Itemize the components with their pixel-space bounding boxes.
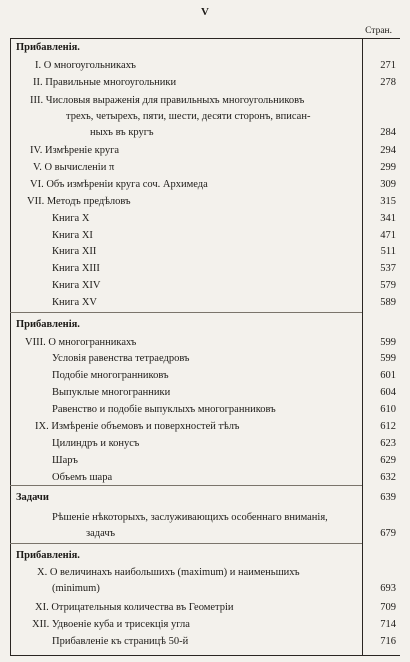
entry-page-number: 537 xyxy=(380,263,396,274)
entry-title: Цилиндръ и конусъ xyxy=(52,438,140,449)
entry-page-number: 299 xyxy=(380,162,396,173)
toc-entry xyxy=(0,179,400,194)
entry-title: Задачи xyxy=(16,492,49,503)
toc-entry xyxy=(0,60,400,75)
toc-entry xyxy=(0,213,400,228)
entry-title: IV. Измѣреніе круга xyxy=(30,145,120,156)
entry-page-number: 315 xyxy=(380,196,396,207)
toc-entry xyxy=(0,95,400,110)
entry-title: Условія равенства тетраедровъ xyxy=(52,353,190,364)
toc-entry xyxy=(0,246,400,261)
entry-page-number: 599 xyxy=(380,337,396,348)
entry-title: I. О многоугольникахъ xyxy=(35,60,136,71)
entry-page-number: 284 xyxy=(380,127,396,138)
entry-page-number: 639 xyxy=(380,492,396,503)
entry-title: Рѣшеніе нѣкоторыхъ, заслуживающихъ особеннаго вниманія, xyxy=(52,512,328,523)
entry-page-number: 629 xyxy=(380,455,396,466)
entry-page-number: 709 xyxy=(380,602,396,613)
entry-title: Книга XIII xyxy=(52,263,100,274)
entry-title: Прибавленія. xyxy=(16,319,80,330)
entry-title: XII. Удвоеніе куба и трисекція угла xyxy=(32,619,190,630)
entry-page-number: 579 xyxy=(380,280,396,291)
entry-title: ныхъ въ кругъ xyxy=(90,127,154,138)
toc-entry xyxy=(0,297,400,312)
entry-page-number: 599 xyxy=(380,353,396,364)
section-separator xyxy=(10,543,362,544)
toc-entry xyxy=(0,387,400,402)
toc-entry xyxy=(0,438,400,453)
entry-page-number: 604 xyxy=(380,387,396,398)
entry-page-number: 294 xyxy=(380,145,396,156)
entry-title: Прибавленія. xyxy=(16,42,80,53)
toc-entry xyxy=(0,230,400,245)
entry-page-number: 612 xyxy=(380,421,396,432)
entry-title: VII. Методъ предѣловъ xyxy=(27,196,131,207)
entry-page-number: 714 xyxy=(380,619,396,630)
entry-page-number: 610 xyxy=(380,404,396,415)
entry-page-number: 278 xyxy=(380,77,396,88)
entry-title: II. Правильные многоугольники xyxy=(33,77,177,88)
entry-page-number: 309 xyxy=(380,179,396,190)
entry-page-number: 601 xyxy=(380,370,396,381)
toc-entry xyxy=(0,77,400,92)
entry-page-number: 623 xyxy=(380,438,396,449)
entry-title: Подобіе многогранниковъ xyxy=(52,370,169,381)
entry-title: (minimum) xyxy=(52,583,100,594)
entry-title: VIII. О многогранникахъ xyxy=(25,337,137,348)
toc-entry xyxy=(0,111,400,126)
entry-title: VI. Объ измѣреніи круга соч. Архимеда xyxy=(30,179,208,190)
entry-page-number: 511 xyxy=(380,246,396,257)
toc-entry xyxy=(0,583,400,598)
entry-title: X. О величинахъ наибольшихъ (maximum) и наименьшихъ xyxy=(37,567,300,578)
toc-entry xyxy=(0,455,400,470)
toc-entry xyxy=(0,337,400,352)
entry-page-number: 693 xyxy=(380,583,396,594)
toc-entry xyxy=(0,512,400,527)
entry-title: IX. Измѣреніе объемовъ и поверхностей тѣлъ xyxy=(35,421,240,432)
toc-entry xyxy=(0,404,400,419)
section-heading xyxy=(0,550,400,565)
entry-title: Прибавленія. xyxy=(16,550,80,561)
entry-title: задачъ xyxy=(86,528,116,539)
entry-title: Книга XIV xyxy=(52,280,101,291)
toc-entry xyxy=(0,145,400,160)
pages-column-label: Стран. xyxy=(365,26,392,36)
toc-entry xyxy=(0,162,400,177)
entry-page-number: 471 xyxy=(380,230,396,241)
entry-page-number: 589 xyxy=(380,297,396,308)
toc-entry xyxy=(0,370,400,385)
entry-title: Объемъ шара xyxy=(52,472,113,483)
section-heading xyxy=(0,42,400,57)
entry-title: Книга XII xyxy=(52,246,97,257)
entry-page-number: 679 xyxy=(380,528,396,539)
entry-page-number: 632 xyxy=(380,472,396,483)
toc-entry xyxy=(0,196,400,211)
entry-title: Книга X xyxy=(52,213,90,224)
entry-title: Равенство и подобіе выпуклыхъ многогранниковъ xyxy=(52,404,276,415)
section-heading xyxy=(0,492,400,507)
toc-entry xyxy=(0,602,400,617)
section-heading xyxy=(0,319,400,334)
section-separator xyxy=(10,312,362,313)
toc-entry xyxy=(0,127,400,142)
toc-entry xyxy=(0,472,400,487)
page-number: V xyxy=(201,6,209,18)
entry-title: трехъ, четырехъ, пяти, шести, десяти сторонъ, вписан- xyxy=(66,111,311,122)
toc-entry xyxy=(0,528,400,543)
entry-title: Выпуклые многогранники xyxy=(52,387,171,398)
entry-page-number: 271 xyxy=(380,60,396,71)
entry-title: Книга XV xyxy=(52,297,97,308)
toc-entry xyxy=(0,263,400,278)
entry-page-number: 341 xyxy=(380,213,396,224)
entry-page-number: 716 xyxy=(380,636,396,647)
toc-entry xyxy=(0,567,400,582)
entry-title: Шаръ xyxy=(52,455,78,466)
entry-title: XI. Отрицательныя количества въ Геометріи xyxy=(35,602,234,613)
toc-entry xyxy=(0,636,400,651)
entry-title: III. Числовыя выраженія для правильныхъ многоугольниковъ xyxy=(30,95,305,106)
toc-entry xyxy=(0,353,400,368)
toc-entry xyxy=(0,619,400,634)
toc-entry xyxy=(0,280,400,295)
entry-title: Прибавленіе къ страницѣ 50-й xyxy=(52,636,189,647)
toc-entry xyxy=(0,421,400,436)
entry-title: V. О вычисленіи π xyxy=(33,162,115,173)
entry-title: Книга XI xyxy=(52,230,93,241)
